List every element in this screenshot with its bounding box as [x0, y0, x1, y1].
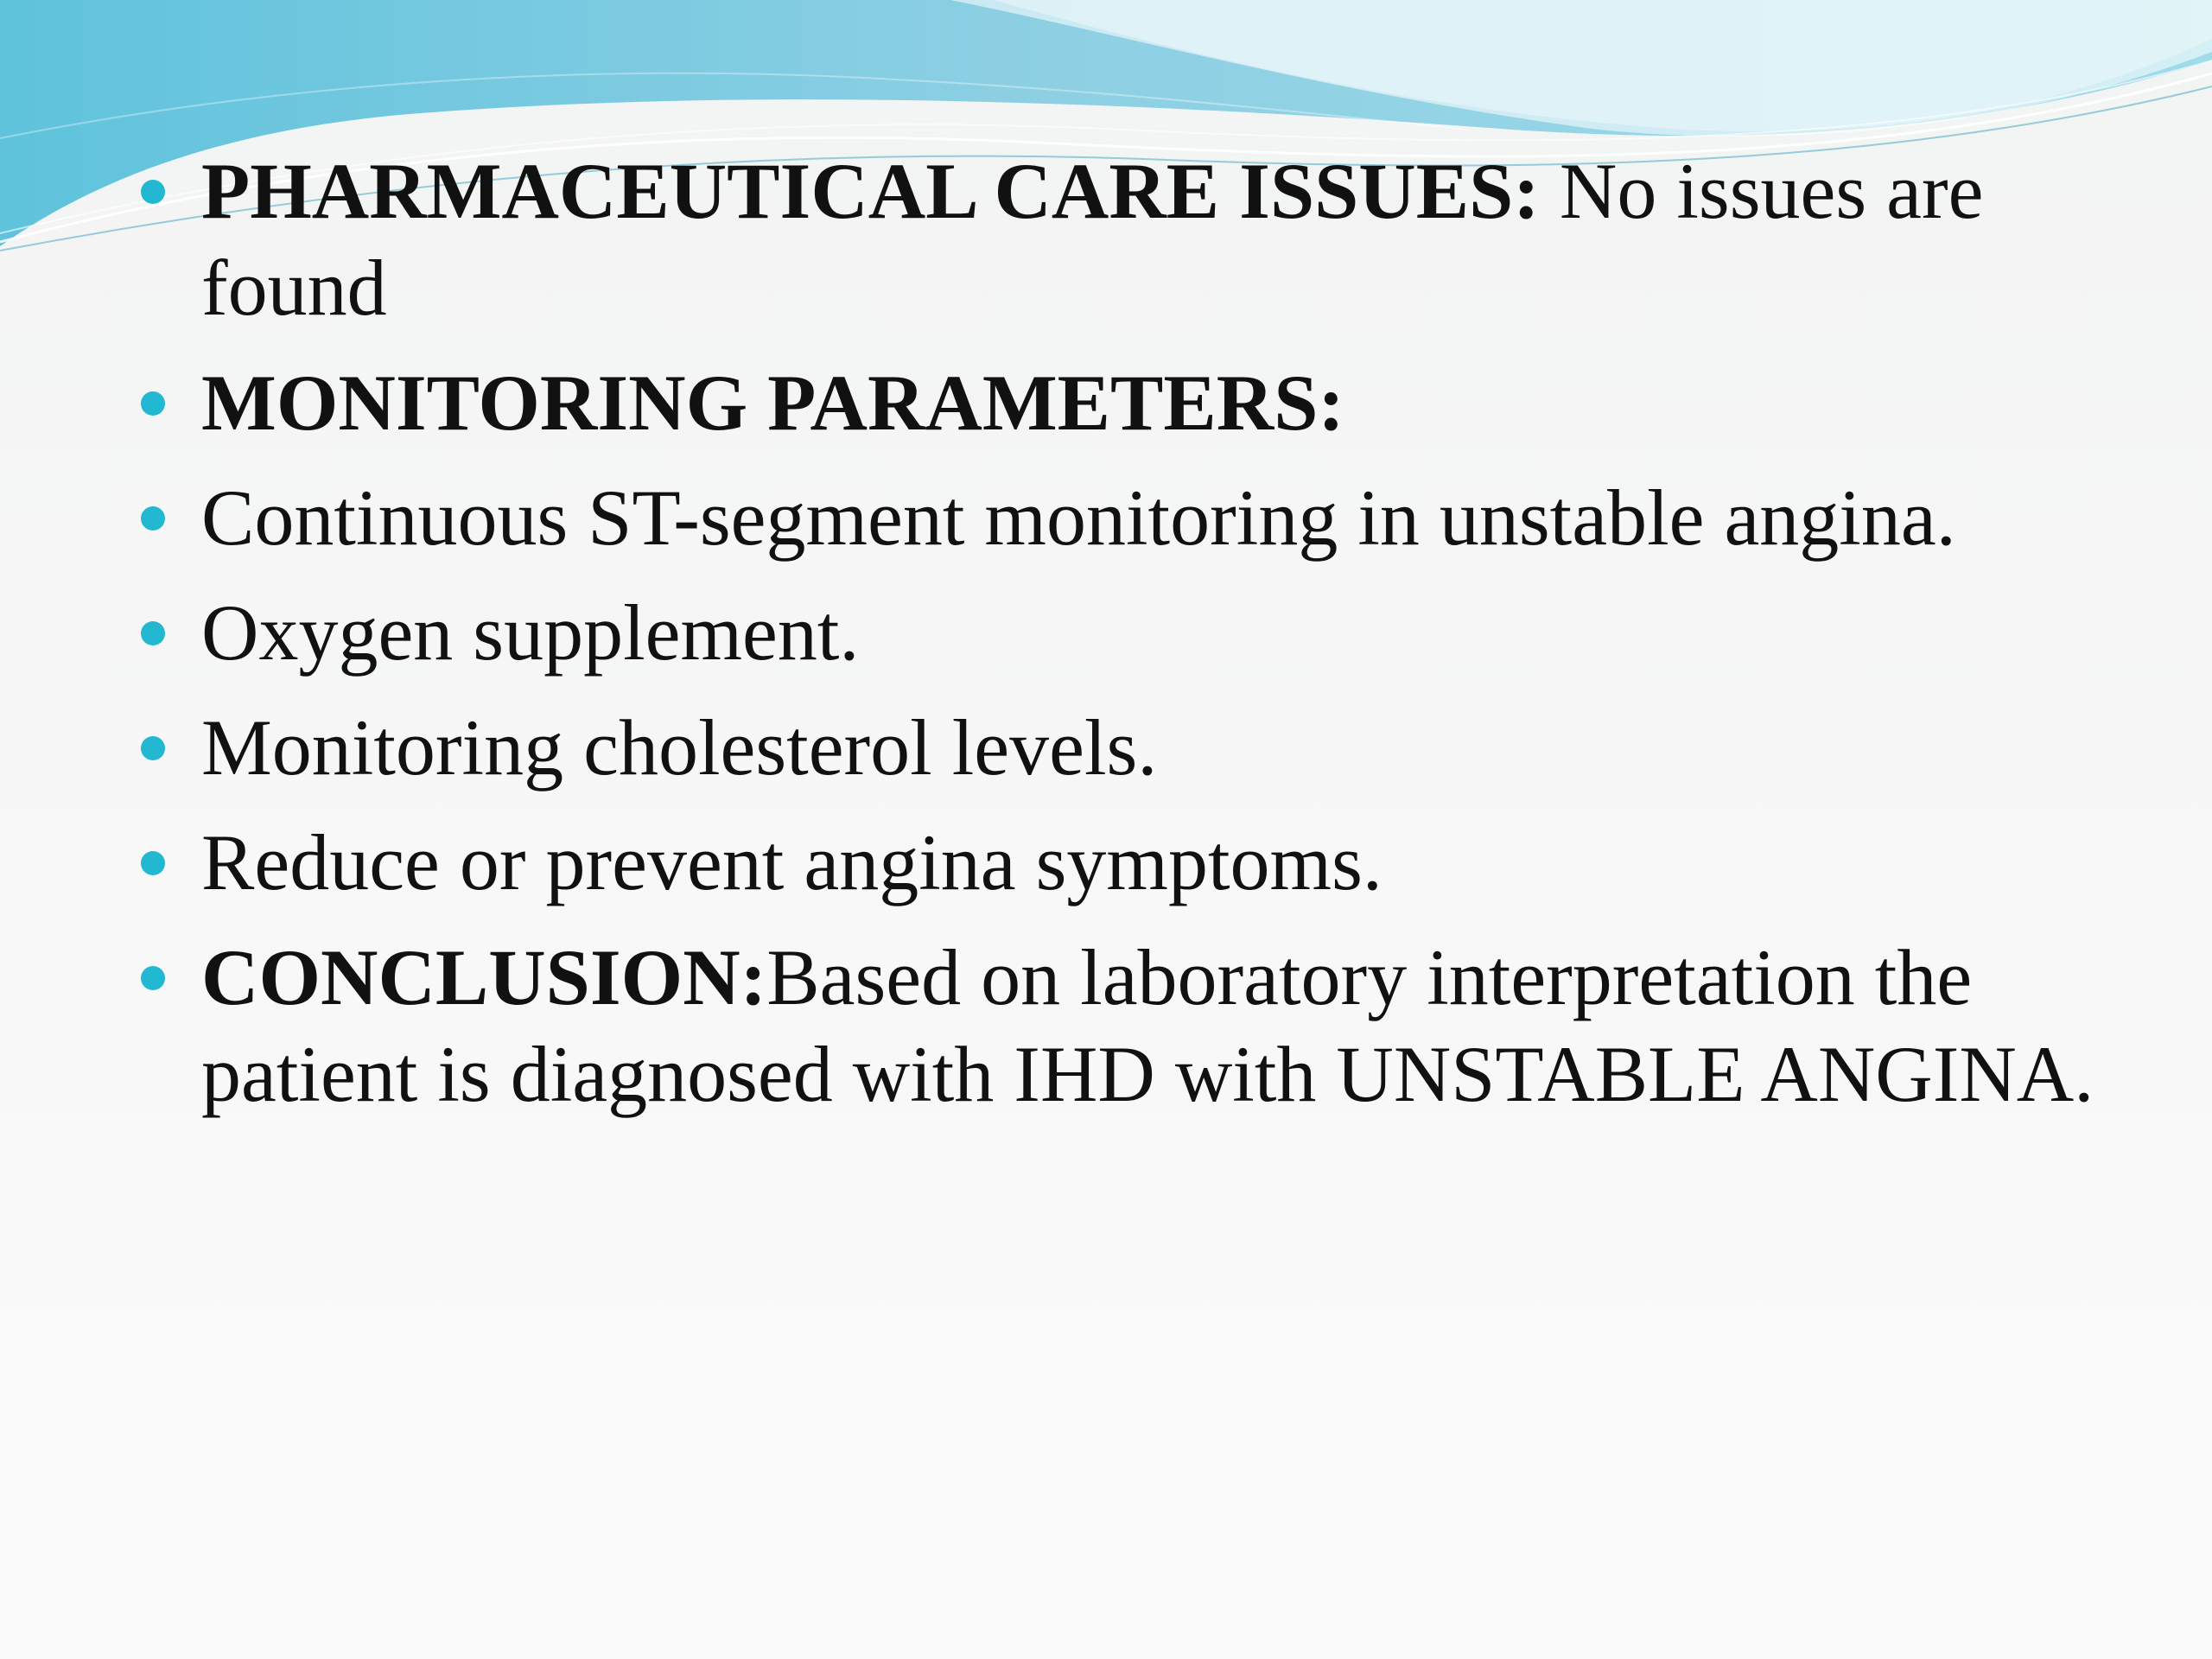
- bullet-text: Monitoring cholesterol levels.: [201, 703, 1158, 791]
- bullet-st-segment-monitoring: [138, 469, 2108, 566]
- bullet-text: Based on laboratory interpretation the patient is diagnosed with IHD with UNSTABLE ANGINA.: [201, 933, 2094, 1118]
- bullet-pharmaceutical-care-issues: [138, 143, 2108, 336]
- bullet-label: MONITORING PARAMETERS:: [201, 359, 1344, 447]
- bullet-text: Continuous ST-segment monitoring in unstable angina.: [201, 474, 1956, 562]
- bullet-list: [138, 143, 2108, 1122]
- bullet-dot-icon: [141, 966, 165, 990]
- bullet-label: PHARMACEUTICAL CARE ISSUES:: [201, 147, 1540, 235]
- bullet-label: CONCLUSION:: [201, 933, 767, 1021]
- bullet-dot-icon: [141, 851, 165, 875]
- bullet-dot-icon: [141, 391, 165, 416]
- bullet-text: Oxygen supplement.: [201, 588, 860, 677]
- bullet-dot-icon: [141, 621, 165, 645]
- bullet-dot-icon: [141, 736, 165, 760]
- bullet-text: No issues are found: [201, 147, 1984, 332]
- bullet-text: Reduce or prevent angina symptoms.: [201, 818, 1382, 906]
- bullet-dot-icon: [141, 180, 165, 204]
- bullet-angina-symptoms: [138, 814, 2108, 911]
- bullet-conclusion: [138, 929, 2108, 1122]
- bullet-cholesterol-levels: [138, 699, 2108, 796]
- bullet-oxygen-supplement: [138, 584, 2108, 681]
- bullet-dot-icon: [141, 506, 165, 531]
- slide-content: [138, 143, 2108, 1141]
- bullet-monitoring-parameters: [138, 354, 2108, 451]
